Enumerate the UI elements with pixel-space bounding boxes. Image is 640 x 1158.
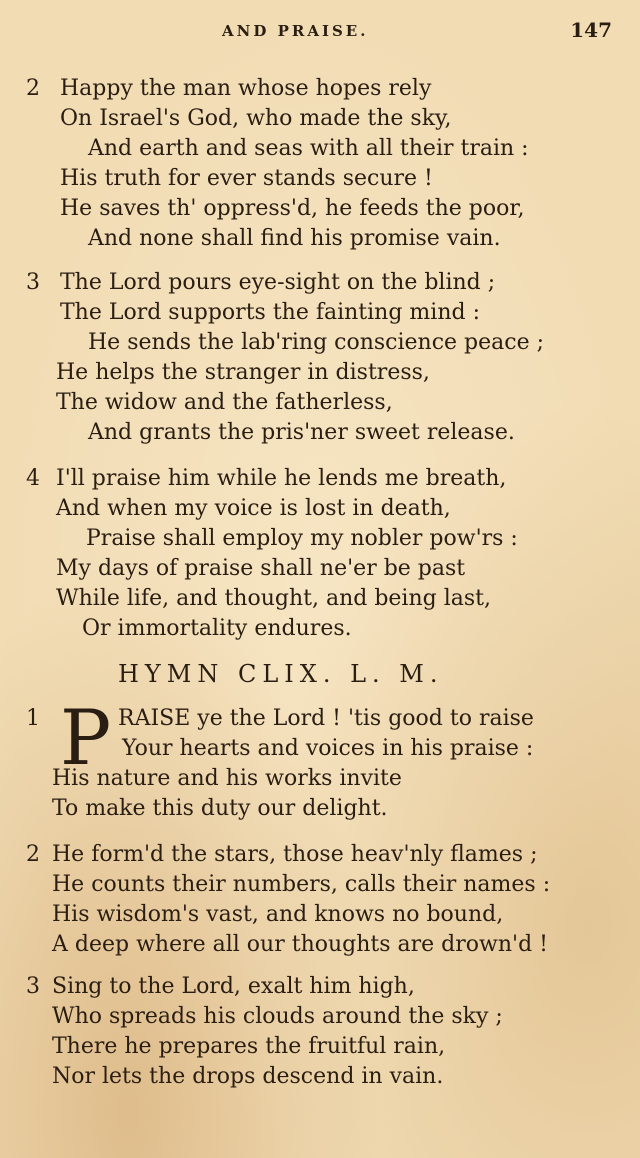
verse-line: My days of praise shall ne'er be past [56,556,466,581]
verse-line: Praise shall employ my nobler pow'rs : [86,526,518,551]
verse-line: His truth for ever stands secure ! [60,166,433,191]
stanza-number: 3 [26,974,40,999]
hymn-title: HYMN CLIX. L. M. [118,660,444,688]
verse-line: Your hearts and voices in his praise : [122,736,534,761]
stanza-number: 3 [26,270,40,295]
verse-line: Who spreads his clouds around the sky ; [52,1004,503,1029]
stanza-number: 2 [26,76,40,101]
verse-line: And earth and seas with all their train : [88,136,529,161]
verse-line: The Lord supports the fainting mind : [60,300,480,325]
verse-line: He saves th' oppress'd, he feeds the poor, [60,196,525,221]
verse-line: A deep where all our thoughts are drown'd ! [52,932,548,957]
verse-line: He sends the lab'ring conscience peace ; [88,330,545,355]
verse-line: There he prepares the fruitful rain, [52,1034,446,1059]
drop-cap: P [60,693,112,782]
verse-line: To make this duty our delight. [52,796,388,821]
page-header [0,18,640,48]
verse-line: He helps the stranger in distress, [56,360,430,385]
verse-line: His wisdom's vast, and knows no bound, [52,902,504,927]
verse-line: Nor lets the drops descend in vain. [52,1064,444,1089]
verse-line: While life, and thought, and being last, [56,586,491,611]
stanza-number: 2 [26,842,40,867]
verse-line: His nature and his works invite [52,766,402,791]
verse-line: RAISE ye the Lord ! 'tis good to raise [118,706,534,731]
verse-line: The Lord pours eye-sight on the blind ; [60,270,496,295]
verse-line: And none shall find his promise vain. [88,226,501,251]
verse-line: On Israel's God, who made the sky, [60,106,452,131]
verse-line: He counts their numbers, calls their names : [52,872,551,897]
stanza-number: 4 [26,466,40,491]
verse-line: Or immortality endures. [82,616,352,641]
page-number: 147 [570,18,612,42]
running-title: AND PRAISE. [222,22,369,40]
verse-line: The widow and the fatherless, [56,390,393,415]
stanza-number: 1 [26,706,40,731]
verse-line: Happy the man whose hopes rely [60,76,432,101]
verse-line: Sing to the Lord, exalt him high, [52,974,415,999]
verse-line: And grants the pris'ner sweet release. [88,420,515,445]
verse-line: And when my voice is lost in death, [56,496,451,521]
verse-line: He form'd the stars, those heav'nly flames ; [52,842,538,867]
verse-line: I'll praise him while he lends me breath, [56,466,507,491]
